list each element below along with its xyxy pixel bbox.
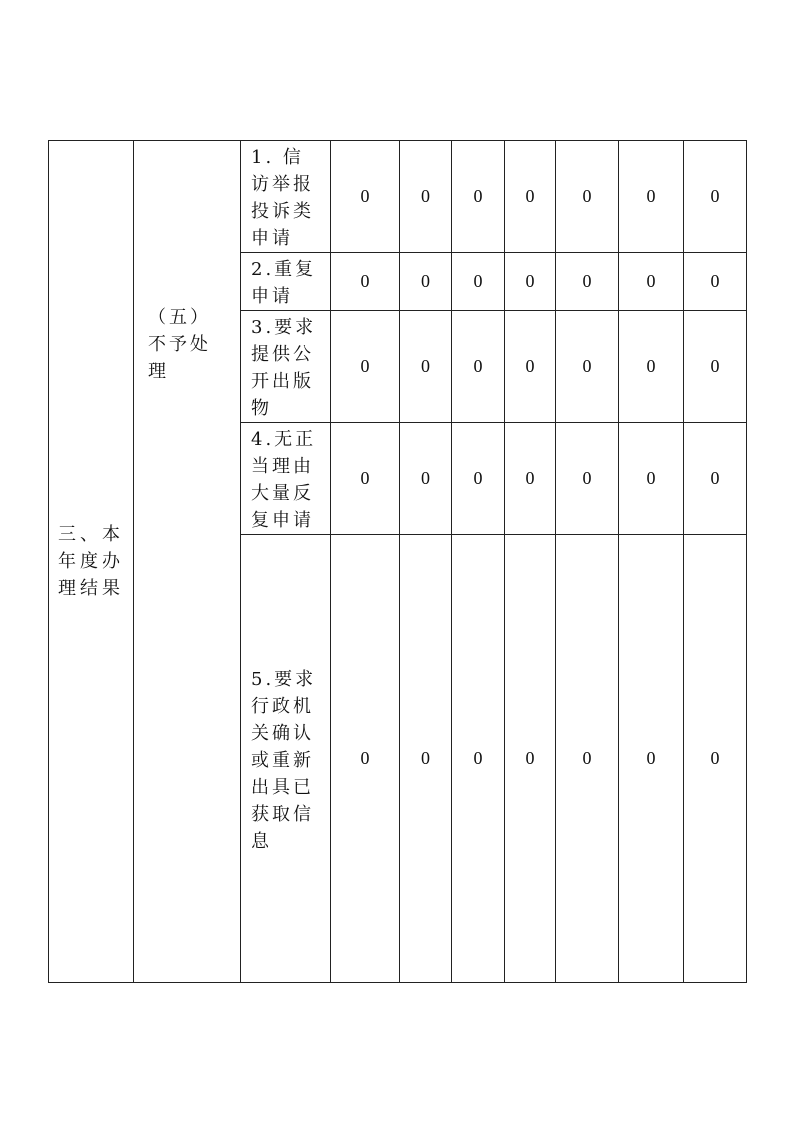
value-cell [400,535,452,983]
category-cell [49,141,134,983]
value: 0 [421,186,430,206]
value: 0 [646,271,656,291]
value-cell [556,311,619,423]
value: 0 [525,468,535,488]
category-label: 三、本年度办理结果 [58,524,124,599]
value: 0 [525,271,535,291]
value: 0 [710,186,720,206]
value-cell [556,423,619,535]
value-cell [684,253,747,311]
value-cell [556,253,619,311]
table-row [49,141,747,253]
value: 0 [710,748,720,768]
value: 0 [360,748,370,768]
value: 0 [710,468,720,488]
value-cell [331,253,400,311]
value: 0 [360,186,370,206]
value: 0 [582,468,592,488]
value: 0 [582,748,592,768]
value-cell [331,311,400,423]
item-label: 1. 信访举报投诉类申请 [251,147,314,249]
value-cell [619,311,684,423]
value-cell [452,311,505,423]
item-label-cell [241,423,331,535]
value-cell [684,535,747,983]
value: 0 [473,748,483,768]
value: 0 [646,468,656,488]
value-cell [505,141,556,253]
value: 0 [473,356,483,376]
value-cell [400,141,452,253]
value: 0 [473,186,483,206]
value-cell [331,423,400,535]
value-cell [505,311,556,423]
value-cell [619,141,684,253]
value: 0 [360,271,370,291]
value: 0 [421,356,430,376]
item-label: 2.重复申请 [251,259,317,307]
value: 0 [360,468,370,488]
value: 0 [525,356,535,376]
value: 0 [646,356,656,376]
value: 0 [646,186,656,206]
value: 0 [525,748,535,768]
value: 0 [582,186,592,206]
value: 0 [582,271,592,291]
value-cell [505,423,556,535]
value: 0 [421,748,430,768]
value: 0 [360,356,370,376]
disclosure-results-table [48,140,747,983]
value-cell [556,535,619,983]
value-cell [684,311,747,423]
value-cell [452,253,505,311]
value-cell [400,253,452,311]
value-cell [452,423,505,535]
value: 0 [646,748,656,768]
item-label: 5.要求行政机关确认或重新出具已获取信息 [251,668,317,852]
value: 0 [473,271,483,291]
item-label-cell [241,253,331,311]
value: 0 [525,186,535,206]
value-cell [331,141,400,253]
value-cell [619,253,684,311]
value: 0 [710,356,720,376]
value-cell [452,141,505,253]
subcategory-cell [134,141,241,983]
item-label-cell [241,141,331,253]
value-cell [400,423,452,535]
value-cell [505,535,556,983]
value-cell [619,423,684,535]
value: 0 [421,271,430,291]
value-cell [505,253,556,311]
value-cell [556,141,619,253]
value-cell [331,535,400,983]
value-cell [684,423,747,535]
value: 0 [473,468,483,488]
item-label-cell [241,311,331,423]
value-cell [400,311,452,423]
value: 0 [421,468,430,488]
value-cell [619,535,684,983]
item-label-cell [241,535,331,983]
subcategory-label: （五）不予处理 [148,307,211,382]
value: 0 [582,356,592,376]
item-label: 4.无正当理由大量反复申请 [251,429,317,531]
value-cell [684,141,747,253]
value: 0 [710,271,720,291]
item-label: 3.要求提供公开出版物 [251,317,317,419]
value-cell [452,535,505,983]
